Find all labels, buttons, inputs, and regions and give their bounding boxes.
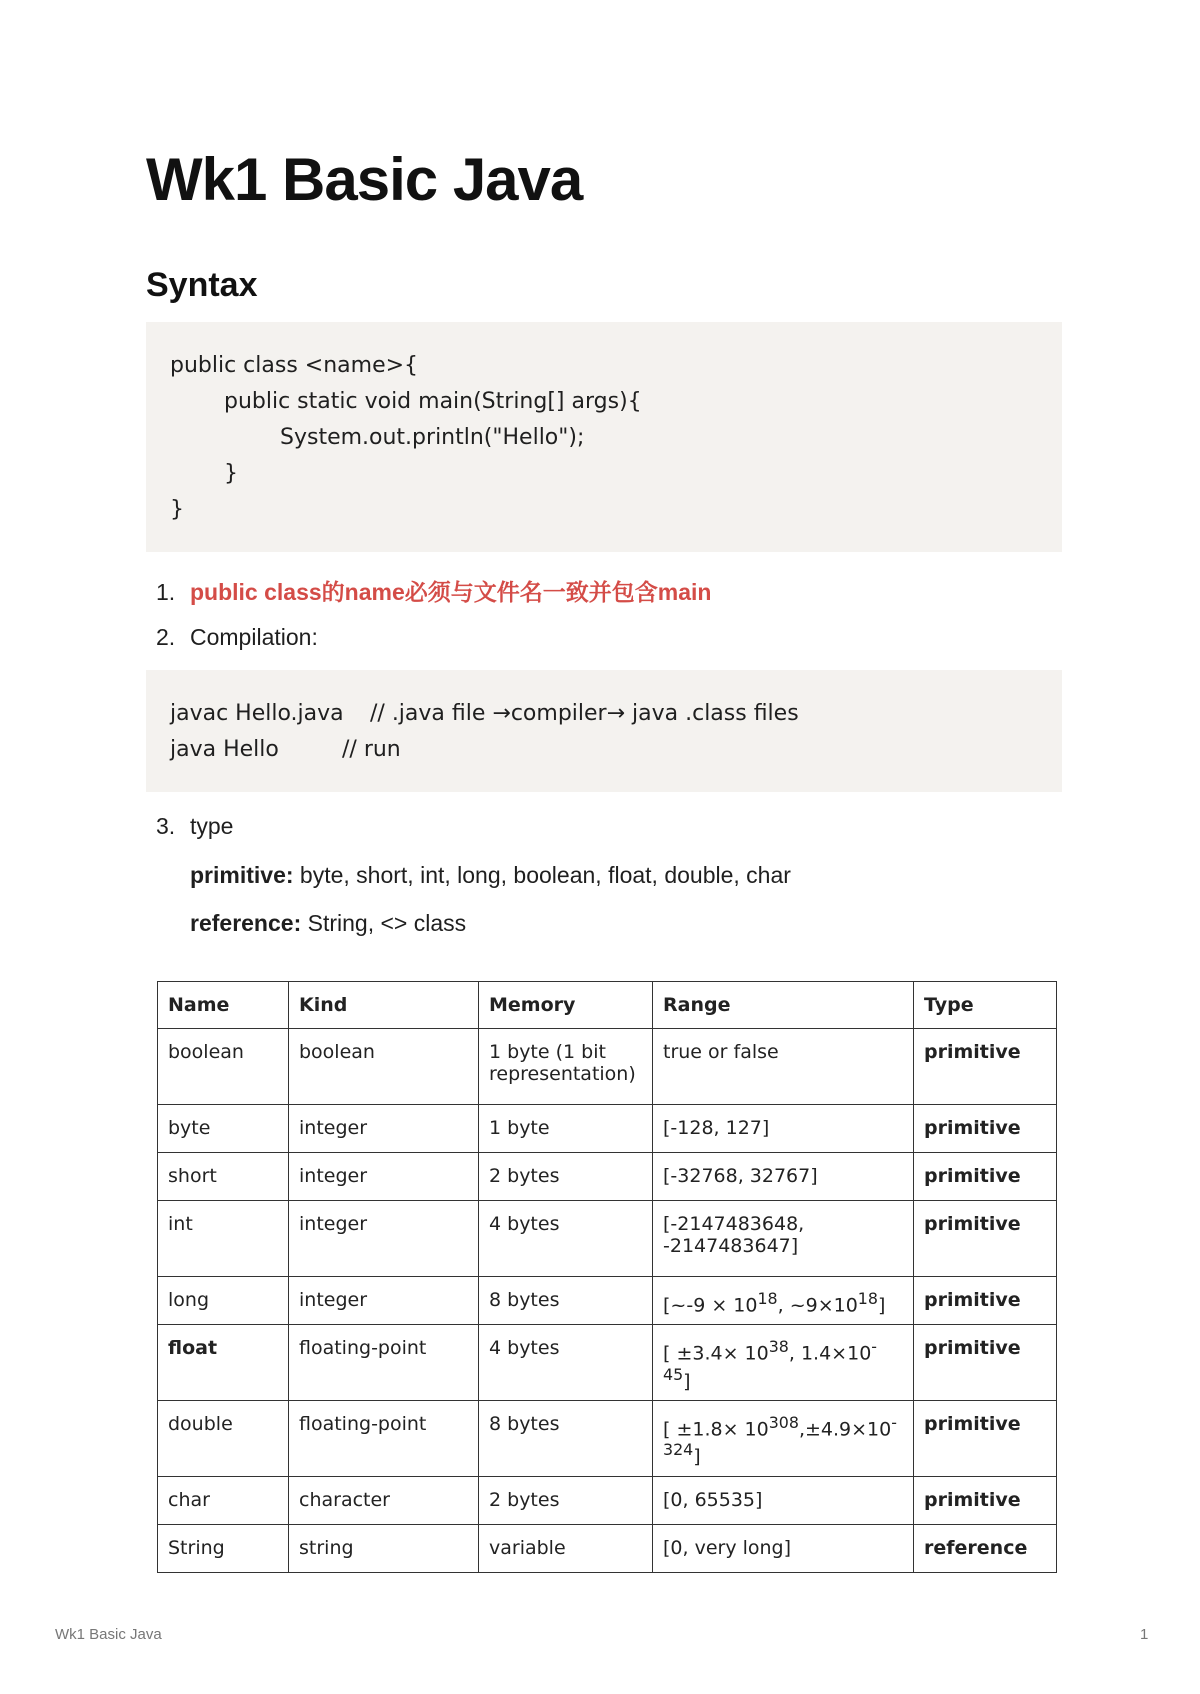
column-header-type: Type bbox=[914, 982, 1057, 1029]
range-text: [ ±3.4× 10 bbox=[663, 1342, 769, 1365]
cell-kind: floating-point bbox=[289, 1325, 479, 1401]
code-line: System.out.println("Hello"); bbox=[280, 425, 585, 450]
range-text: [~-9 × 10 bbox=[663, 1294, 758, 1317]
range-text: [ ±1.8× 10 bbox=[663, 1418, 769, 1441]
code-line: public class <name>{ bbox=[170, 353, 419, 378]
cell-memory: 8 bytes bbox=[479, 1277, 653, 1325]
primitive-label: primitive: bbox=[190, 862, 294, 888]
primitive-types-line bbox=[190, 862, 791, 889]
column-header-range: Range bbox=[653, 982, 914, 1029]
list-item-text: public class的name必须与文件名一致并包含main bbox=[190, 579, 712, 605]
range-text: , 1.4×10 bbox=[788, 1342, 872, 1365]
cell-range: [-128, 127] bbox=[653, 1105, 914, 1153]
range-text: , ~9×10 bbox=[777, 1294, 858, 1317]
code-comment: // .java file →compiler→ java .class files bbox=[370, 701, 799, 726]
code-block-compilation bbox=[146, 670, 1062, 792]
cell-kind: integer bbox=[289, 1153, 479, 1201]
cell-type: primitive bbox=[914, 1029, 1057, 1105]
code-command: java Hello bbox=[170, 737, 279, 762]
cell-kind: boolean bbox=[289, 1029, 479, 1105]
footer-page-number: 1 bbox=[1140, 1626, 1149, 1643]
cell-name: String bbox=[158, 1524, 289, 1572]
cell-range bbox=[653, 1400, 914, 1476]
reference-label: reference: bbox=[190, 910, 302, 936]
cell-type: primitive bbox=[914, 1153, 1057, 1201]
range-exponent: 18 bbox=[757, 1289, 778, 1308]
cell-memory: 4 bytes bbox=[479, 1201, 653, 1277]
list-item bbox=[156, 574, 711, 607]
list-number: 3. bbox=[156, 813, 176, 839]
list-number: 1. bbox=[156, 579, 176, 605]
table-row bbox=[158, 1400, 1057, 1476]
table-row bbox=[158, 1201, 1057, 1277]
cell-kind: integer bbox=[289, 1105, 479, 1153]
code-line: } bbox=[170, 497, 184, 522]
list-item-text: Compilation: bbox=[190, 624, 318, 650]
cell-name: double bbox=[158, 1400, 289, 1476]
footer-doc-title: Wk1 Basic Java bbox=[55, 1626, 162, 1643]
code-line: public static void main(String[] args){ bbox=[224, 389, 642, 414]
column-header-kind: Kind bbox=[289, 982, 479, 1029]
page-title: Wk1 Basic Java bbox=[146, 146, 583, 213]
cell-name: char bbox=[158, 1476, 289, 1524]
cell-type: primitive bbox=[914, 1325, 1057, 1401]
reference-list: String, <> class bbox=[301, 910, 467, 936]
cell-kind: integer bbox=[289, 1277, 479, 1325]
cell-name: short bbox=[158, 1153, 289, 1201]
java-types-table bbox=[157, 981, 1057, 1573]
range-exponent: -45 bbox=[663, 1337, 878, 1384]
code-block-hello-class bbox=[146, 322, 1062, 552]
table-row bbox=[158, 1029, 1057, 1105]
primitive-list: byte, short, int, long, boolean, float, double, char bbox=[293, 862, 791, 888]
range-exponent: 18 bbox=[857, 1289, 878, 1308]
range-text: ,±4.9×10 bbox=[798, 1418, 892, 1441]
cell-memory: 2 bytes bbox=[479, 1476, 653, 1524]
cell-type: primitive bbox=[914, 1277, 1057, 1325]
cell-range bbox=[653, 1325, 914, 1401]
reference-types-line bbox=[190, 910, 466, 937]
cell-type: primitive bbox=[914, 1105, 1057, 1153]
cell-range: [-32768, 32767] bbox=[653, 1153, 914, 1201]
list-item bbox=[156, 624, 318, 651]
range-text: ] bbox=[693, 1445, 701, 1468]
cell-kind: character bbox=[289, 1476, 479, 1524]
cell-range: true or false bbox=[653, 1029, 914, 1105]
cell-type: primitive bbox=[914, 1400, 1057, 1476]
cell-type: reference bbox=[914, 1524, 1057, 1572]
cell-name: float bbox=[158, 1325, 289, 1401]
table-row bbox=[158, 1105, 1057, 1153]
cell-memory: 1 byte (1 bit representation) bbox=[479, 1029, 653, 1105]
cell-range: [0, very long] bbox=[653, 1524, 914, 1572]
table-row bbox=[158, 1325, 1057, 1401]
range-exponent: -324 bbox=[663, 1412, 897, 1460]
cell-range: [-2147483648, -2147483647] bbox=[653, 1201, 914, 1277]
cell-range bbox=[653, 1277, 914, 1325]
table-header-row bbox=[158, 982, 1057, 1029]
table-row bbox=[158, 1476, 1057, 1524]
column-header-memory: Memory bbox=[479, 982, 653, 1029]
table-row bbox=[158, 1524, 1057, 1572]
table-row bbox=[158, 1277, 1057, 1325]
cell-memory: 8 bytes bbox=[479, 1400, 653, 1476]
cell-memory: 4 bytes bbox=[479, 1325, 653, 1401]
column-header-name: Name bbox=[158, 982, 289, 1029]
cell-kind: string bbox=[289, 1524, 479, 1572]
cell-memory: 1 byte bbox=[479, 1105, 653, 1153]
range-exponent: 308 bbox=[768, 1412, 799, 1432]
cell-memory: variable bbox=[479, 1524, 653, 1572]
cell-range: [0, 65535] bbox=[653, 1476, 914, 1524]
cell-kind: integer bbox=[289, 1201, 479, 1277]
list-item-text: type bbox=[190, 813, 234, 839]
list-number: 2. bbox=[156, 624, 176, 650]
code-line: } bbox=[224, 461, 238, 486]
code-command: javac Hello.java bbox=[170, 701, 344, 726]
range-text: ] bbox=[877, 1294, 886, 1317]
cell-name: int bbox=[158, 1201, 289, 1277]
range-exponent: 38 bbox=[768, 1337, 789, 1357]
cell-name: boolean bbox=[158, 1029, 289, 1105]
cell-name: byte bbox=[158, 1105, 289, 1153]
list-item bbox=[156, 813, 233, 840]
table-row bbox=[158, 1153, 1057, 1201]
code-comment: // run bbox=[342, 737, 401, 762]
range-text: ] bbox=[683, 1369, 691, 1392]
cell-memory: 2 bytes bbox=[479, 1153, 653, 1201]
cell-name: long bbox=[158, 1277, 289, 1325]
cell-kind: floating-point bbox=[289, 1400, 479, 1476]
cell-type: primitive bbox=[914, 1201, 1057, 1277]
section-heading-syntax: Syntax bbox=[146, 266, 258, 304]
cell-type: primitive bbox=[914, 1476, 1057, 1524]
